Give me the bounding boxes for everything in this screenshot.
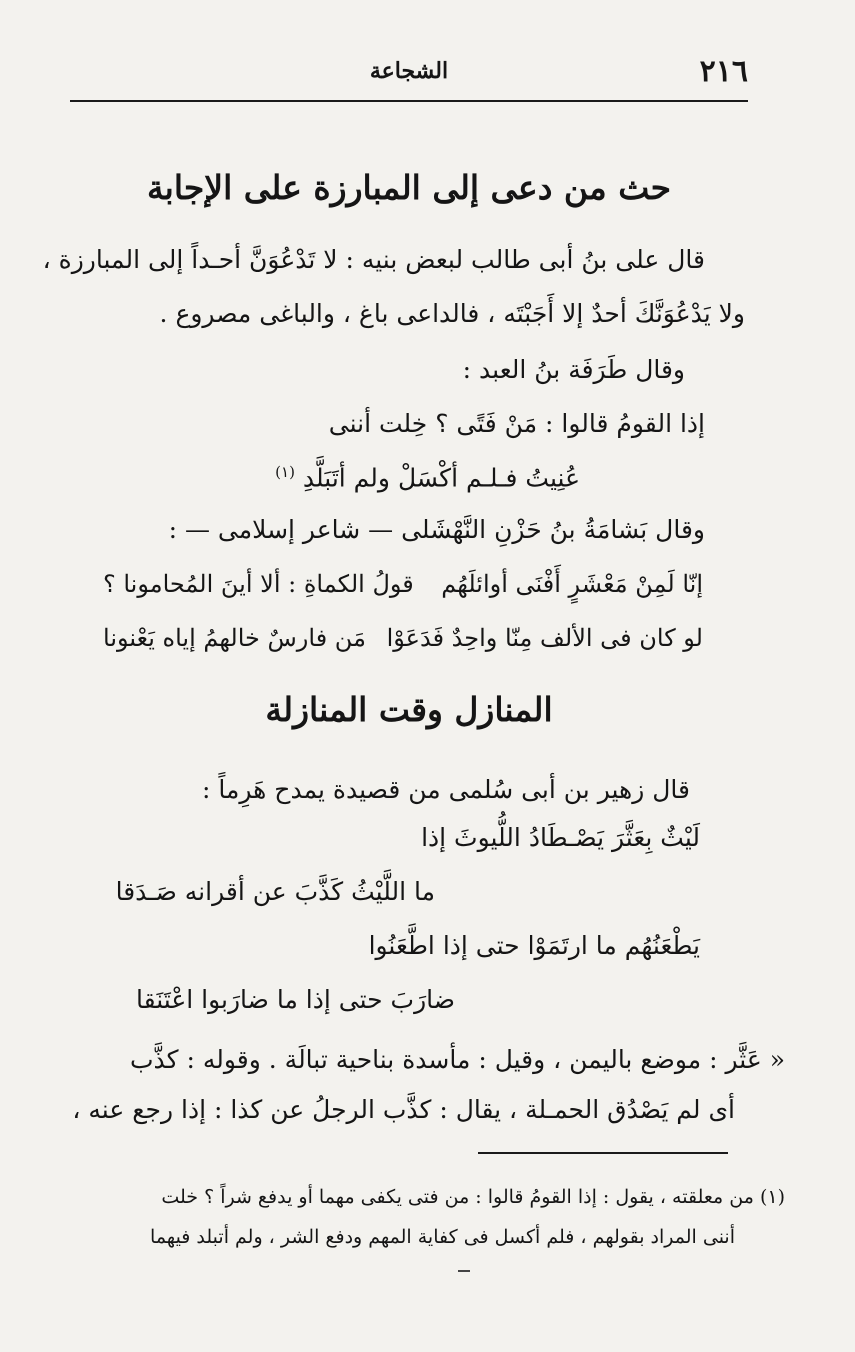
page-end-mark bbox=[458, 1270, 470, 1272]
zuhair-verse-line-2: ما اللَّيْثُ كَذَّبَ عن أقرانه صَـدَقا bbox=[115, 877, 435, 906]
zuhair-intro: قال زهير بن أبى سُلمى من قصيدة يمدح هَرِماً : bbox=[202, 775, 690, 804]
commentary-line-1: « عَثَّر : موضع باليمن ، وقيل : مأسدة بناحية تبالَة . وقوله : كذَّب bbox=[129, 1045, 785, 1074]
bashama-verse-1-second: قولُ الكماةِ : ألا أينَ المُحامونا ؟ bbox=[103, 570, 414, 598]
bashama-intro: وقال بَشامَةُ بنُ حَزْنِ النَّهْشَلى — شاعر إسلامى — : bbox=[168, 515, 705, 544]
page-header bbox=[70, 54, 748, 94]
zuhair-verse-line-1: لَيْثٌ بِعَثَّرَ يَصْـطَادُ اللُّيوثَ إذا bbox=[421, 823, 700, 852]
page-number: ٢١٦ bbox=[699, 54, 748, 89]
tarafa-verse-1: إذا القومُ قالوا : مَنْ فَتًى ؟ خِلت أننى bbox=[328, 409, 705, 438]
footnote-line-1: (١) من معلقته ، يقول : إذا القومُ قالوا : من فتى يكفى مهما أو يدفع شراً ؟ خلت bbox=[161, 1186, 785, 1208]
tarafa-intro: وقال طَرَفَة بنُ العبد : bbox=[462, 355, 685, 384]
section-heading-2: المنازل وقت المنازلة bbox=[265, 690, 553, 729]
section-heading-1: حث من دعى إلى المبارزة على الإجابة bbox=[146, 168, 672, 207]
tarafa-verse-2 bbox=[275, 452, 580, 498]
paragraph-line-1: قال على بنُ أبى طالب لبعض بنيه : لا تَدْعُوَنَّ أحـداً إلى المبارزة ، bbox=[42, 245, 705, 274]
tarafa-verse-2-text: عُنِيتُ فـلـم أكْسَلْ ولم أتَبَلَّدِ bbox=[302, 463, 580, 493]
bashama-verse-2-first: لو كان فى الألف مِنّا واحِدٌ فَدَعَوْا bbox=[386, 624, 703, 652]
paragraph-line-2: ولا يَدْعُوَنَّكَ أحدٌ إلا أَجَبْتَه ، فالداعى باغ ، والباغى مصروع . bbox=[159, 299, 745, 328]
footnote-marker: (١) bbox=[275, 463, 295, 481]
running-title: الشجاعة bbox=[369, 58, 449, 84]
bashama-verse-1-first: إنّا لَمِنْ مَعْشَرٍ أَفْنَى أوائلَهُم bbox=[441, 570, 703, 598]
footnote-rule bbox=[478, 1152, 728, 1154]
bashama-verse-1 bbox=[103, 564, 703, 604]
bashama-verse-2 bbox=[103, 618, 703, 658]
footnote-line-2: أننى المراد بقولهم ، فلم أكسل فى كفاية المهم ودفع الشر ، ولم أتبلد فيهما bbox=[150, 1226, 735, 1248]
header-rule bbox=[70, 100, 748, 102]
zuhair-verse-line-4: ضارَبَ حتى إذا ما ضارَبوا اعْتَنَقا bbox=[135, 985, 455, 1014]
commentary-line-2: أى لم يَصْدُق الحمـلة ، يقال : كذَّب الرجلُ عن كذا : إذا رجع عنه ، bbox=[72, 1095, 735, 1124]
bashama-verse-2-second: مَن فارسٌ خالهمُ إياه يَعْنونا bbox=[103, 624, 366, 652]
zuhair-verse-line-3: يَطْعَنُهُم ما ارتَمَوْا حتى إذا اطَّعَنُوا bbox=[368, 931, 700, 960]
